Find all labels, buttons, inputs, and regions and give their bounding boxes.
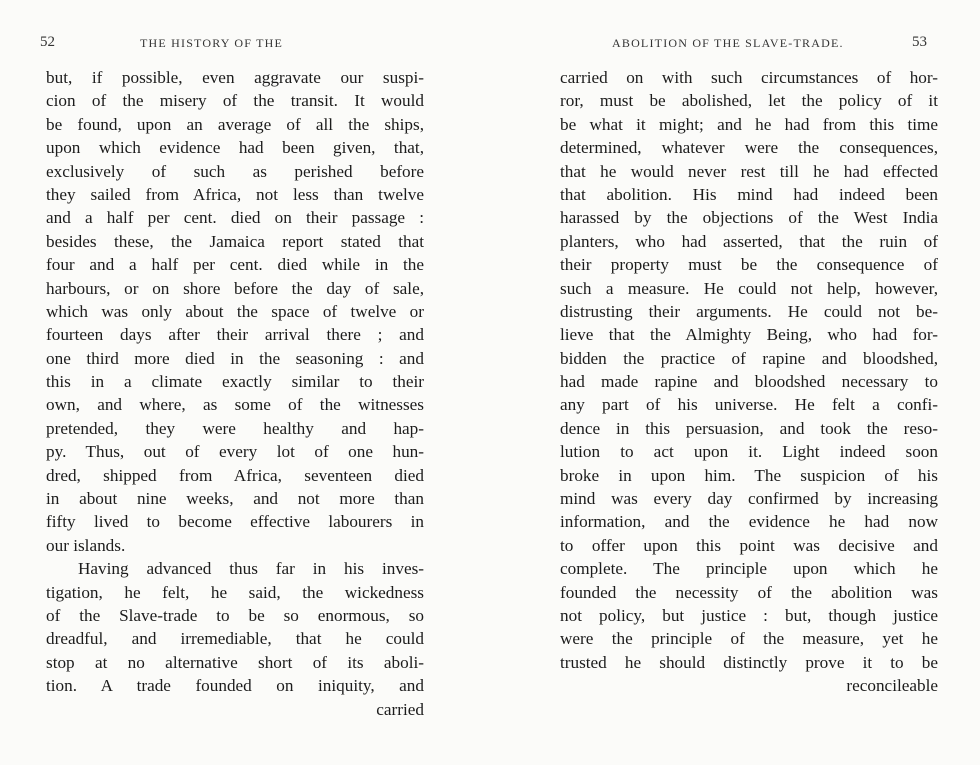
text-line: stop at no alternative short of its aboli- [46, 652, 424, 672]
page-number: 52 [40, 34, 55, 50]
text-line: ror, must be abolished, let the policy of it [560, 91, 938, 111]
text-line: one third more died in the seasoning : and [46, 348, 424, 368]
text-line: fifty lived to become effective labourers in [46, 512, 424, 532]
text-line: besides these, the Jamaica report stated that [46, 231, 424, 251]
text-line: and a half per cent. died on their passage : [46, 208, 424, 228]
catchword: reconcileable [846, 676, 938, 696]
text-line: mind was every day confirmed by increasing [560, 489, 938, 509]
text-line: planters, who had asserted, that the ruin of [560, 231, 938, 251]
text-line: complete. The principle upon which he [560, 559, 938, 579]
text-line: dred, shipped from Africa, seventeen died [46, 465, 424, 485]
text-line: our islands. [46, 535, 126, 555]
text-line: distrusting their arguments. He could not be- [560, 301, 938, 321]
text-line: four and a half per cent. died while in the [46, 255, 424, 275]
text-line: Having advanced thus far in his inves- [78, 559, 424, 579]
text-line: any part of his universe. He felt a confi- [560, 395, 938, 415]
page-number: 53 [912, 34, 927, 50]
text-line: upon which evidence had been given, that, [46, 138, 424, 158]
text-line: tigation, he felt, he said, the wickedness [46, 582, 424, 602]
text-line: fourteen days after their arrival there ; and [46, 325, 424, 345]
text-line: own, and where, as some of the witnesses [46, 395, 424, 415]
catchword: carried [376, 699, 424, 719]
text-line: had made rapine and bloodshed necessary to [560, 372, 938, 392]
text-line: were the principle of the measure, yet he [560, 629, 938, 649]
text-line: harbours, or on shore before the day of sale, [46, 278, 424, 298]
text-line: lution to act upon it. Light indeed soon [560, 442, 938, 462]
text-line: broke in upon him. The suspicion of his [560, 465, 938, 485]
right-page [490, 0, 980, 765]
text-line: dreadful, and irremediable, that he could [46, 629, 424, 649]
page-text [46, 66, 424, 721]
running-head: ABOLITION OF THE SLAVE-TRADE. [612, 36, 844, 50]
text-line: but, if possible, even aggravate our suspi- [46, 68, 424, 87]
text-line: their property must be the consequence of [560, 255, 938, 275]
text-line: cion of the misery of the transit. It would [46, 91, 424, 111]
text-line: to offer upon this point was decisive and [560, 535, 938, 555]
text-line: determined, whatever were the consequences, [560, 138, 938, 158]
text-line: in about nine weeks, and not more than [46, 489, 424, 509]
text-line: exclusively of such as perished before [46, 161, 424, 181]
text-line: founded the necessity of the abolition was [560, 582, 938, 602]
text-line: py. Thus, out of every lot of one hun- [46, 442, 424, 462]
text-line: they sailed from Africa, not less than twelve [46, 184, 424, 204]
text-line: be what it might; and he had from this time [560, 114, 938, 134]
text-line: not policy, but justice : but, though justice [560, 605, 938, 625]
text-line: dence in this persuasion, and took the reso- [560, 418, 938, 438]
text-line: carried on with such circumstances of hor- [560, 68, 938, 87]
text-line: that he would never rest till he had effected [560, 161, 938, 181]
text-line: harassed by the objections of the West India [560, 208, 938, 228]
text-line: tion. A trade founded on iniquity, and [46, 676, 424, 696]
text-line: trusted he should distinctly prove it to be [560, 652, 938, 672]
text-line: information, and the evidence he had now [560, 512, 938, 532]
text-line: such a measure. He could not help, however, [560, 278, 938, 298]
text-line: this in a climate exactly similar to their [46, 372, 424, 392]
text-line: that abolition. His mind had indeed been [560, 184, 938, 204]
text-line: pretended, they were healthy and hap- [46, 418, 424, 438]
page-text [560, 66, 938, 698]
running-head: THE HISTORY OF THE [140, 36, 284, 50]
text-line: lieve that the Almighty Being, who had for- [560, 325, 938, 345]
text-line: bidden the practice of rapine and bloodshed, [560, 348, 938, 368]
text-line: be found, upon an average of all the ships, [46, 114, 424, 134]
text-line: which was only about the space of twelve or [46, 301, 424, 321]
text-line: of the Slave-trade to be so enormous, so [46, 605, 424, 625]
